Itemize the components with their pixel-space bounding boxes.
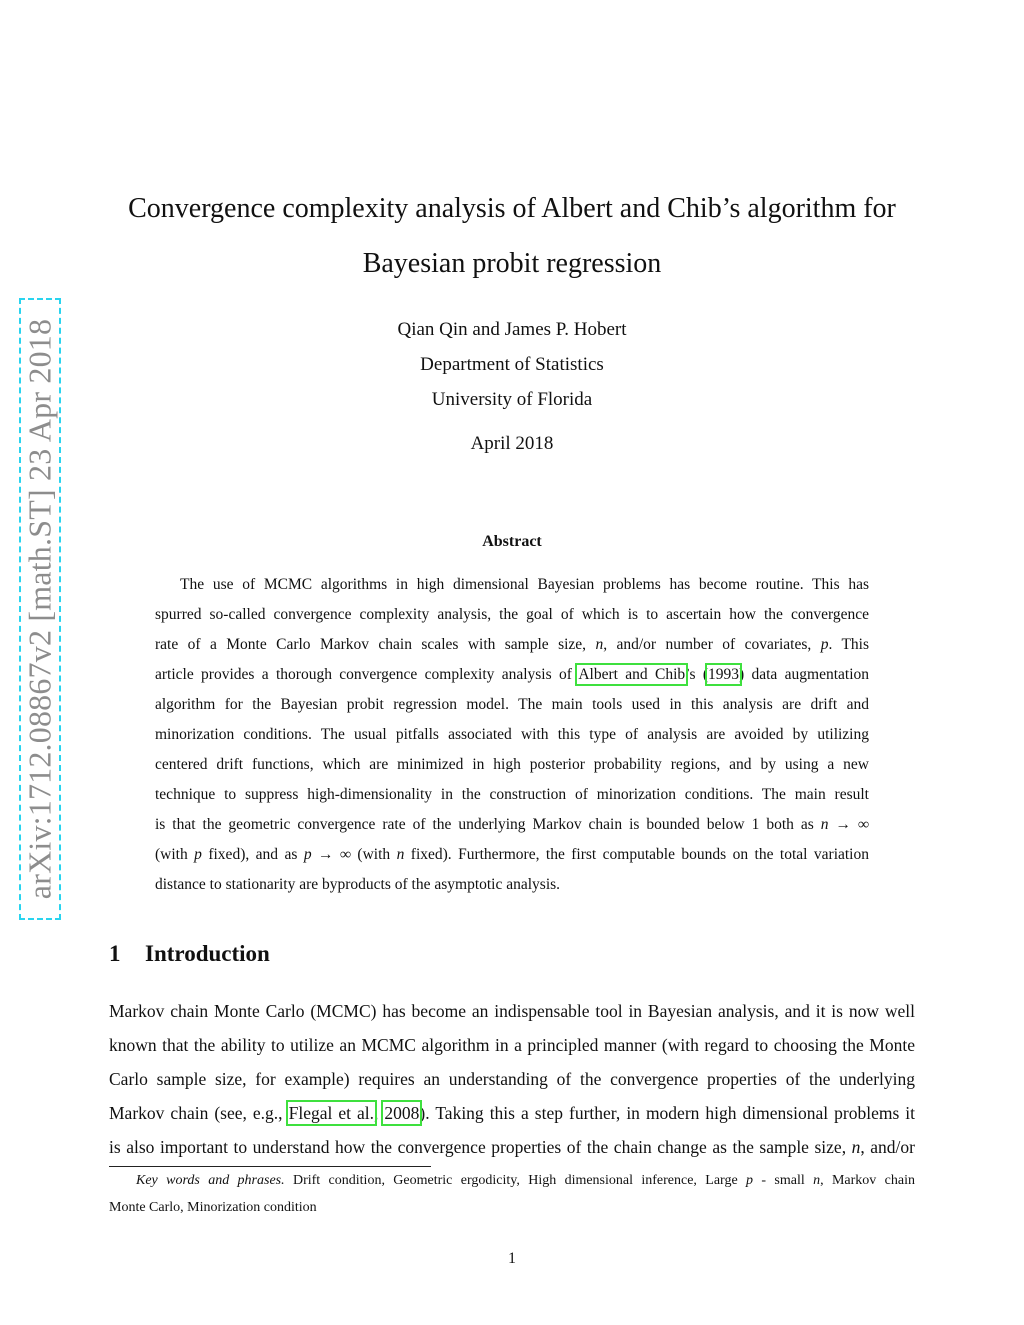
citation-link-1993[interactable]: 1993 <box>708 666 739 683</box>
intro-line: is also important to understand how the convergence properties of the chain change as the sample size, n, and/or <box>109 1137 915 1157</box>
citation-link-flegal[interactable]: Flegal et al. <box>288 1103 375 1123</box>
abstract-line: technique to suppress high-dimensionality in the construction of minorization conditions. The main result <box>155 786 869 803</box>
math-p: p <box>194 846 202 863</box>
section-heading-introduction <box>109 941 270 967</box>
footnote-rule <box>109 1166 431 1167</box>
section-number: 1 <box>109 941 121 966</box>
math-n: n <box>813 1173 821 1188</box>
abstract-line: (with p fixed), and as p → ∞ (with n fixed). Furthermore, the first computable bounds on the total variation <box>155 846 869 863</box>
math-n-to-infinity: n → ∞ <box>820 816 869 833</box>
intro-line: known that the ability to utilize an MCMC algorithm in a principled manner (with regard to choosing the Monte <box>109 1035 915 1055</box>
abstract-line: minorization conditions. The usual pitfalls associated with this type of analysis are avoided by utilizing <box>155 726 869 743</box>
abstract-line: The use of MCMC algorithms in high dimensional Bayesian problems has become routine. This has <box>180 576 869 593</box>
paper-title-line-1: Convergence complexity analysis of Albert and Chib’s algorithm for <box>128 193 896 224</box>
abstract-line: centered drift functions, which are minimized in high posterior probability regions, and by using a new <box>155 756 869 773</box>
abstract-line: rate of a Monte Carlo Markov chain scales with sample size, n, and/or number of covariates, p. This <box>155 636 869 653</box>
footnote-label: Key words and phrases. <box>136 1173 285 1188</box>
math-n: n <box>595 636 604 653</box>
citation-link-albert-chib[interactable]: Albert and Chib <box>578 666 686 683</box>
abstract-line: spurred so-called convergence complexity analysis, the goal of which is to ascertain how the convergence <box>155 606 869 623</box>
abstract-line: article provides a thorough convergence complexity analysis of Albert and Chib’s (1993) data augmentation <box>155 666 870 683</box>
math-p: p <box>820 636 829 653</box>
math-p-to-infinity: p → ∞ <box>303 846 351 863</box>
math-p: p <box>746 1173 754 1188</box>
university: University of Florida <box>431 389 593 410</box>
department: Department of Statistics <box>420 354 604 375</box>
date: April 2018 <box>470 433 554 454</box>
paper-title-line-2: Bayesian probit regression <box>362 248 662 279</box>
footnote-line: Key words and phrases. Drift condition, Geometric ergodicity, High dimensional inference, Large p - small n, Markov chain <box>136 1173 915 1188</box>
abstract-line: is that the geometric convergence rate of the underlying Markov chain is bounded below 1 both as n → ∞ <box>155 816 869 833</box>
abstract-heading: Abstract <box>482 533 542 550</box>
section-title: Introduction <box>145 941 270 966</box>
citation-link-2008[interactable]: 2008 <box>384 1103 420 1123</box>
intro-line: Carlo sample size, for example) requires an understanding of the convergence properties of the underlying <box>109 1069 915 1089</box>
intro-line: Markov chain (see, e.g., Flegal et al., 2008). Taking this a step further, in modern high dimensional problems it <box>109 1103 916 1123</box>
math-n: n <box>396 846 405 863</box>
authors: Qian Qin and James P. Hobert <box>397 319 627 340</box>
intro-line: Markov chain Monte Carlo (MCMC) has become an indispensable tool in Bayesian analysis, and it is now well <box>109 1001 915 1021</box>
page-number: 1 <box>508 1250 516 1267</box>
arxiv-identifier: arXiv:1712.08867v2 [math.ST] 23 Apr 2018 <box>21 318 58 900</box>
abstract-line: distance to stationarity are byproducts of the asymptotic analysis. <box>155 876 561 893</box>
math-n: n <box>851 1137 861 1157</box>
abstract-line: algorithm for the Bayesian probit regression model. The main tools used in this analysis are drift and <box>155 696 869 713</box>
footnote-line: Monte Carlo, Minorization condition <box>109 1200 317 1215</box>
